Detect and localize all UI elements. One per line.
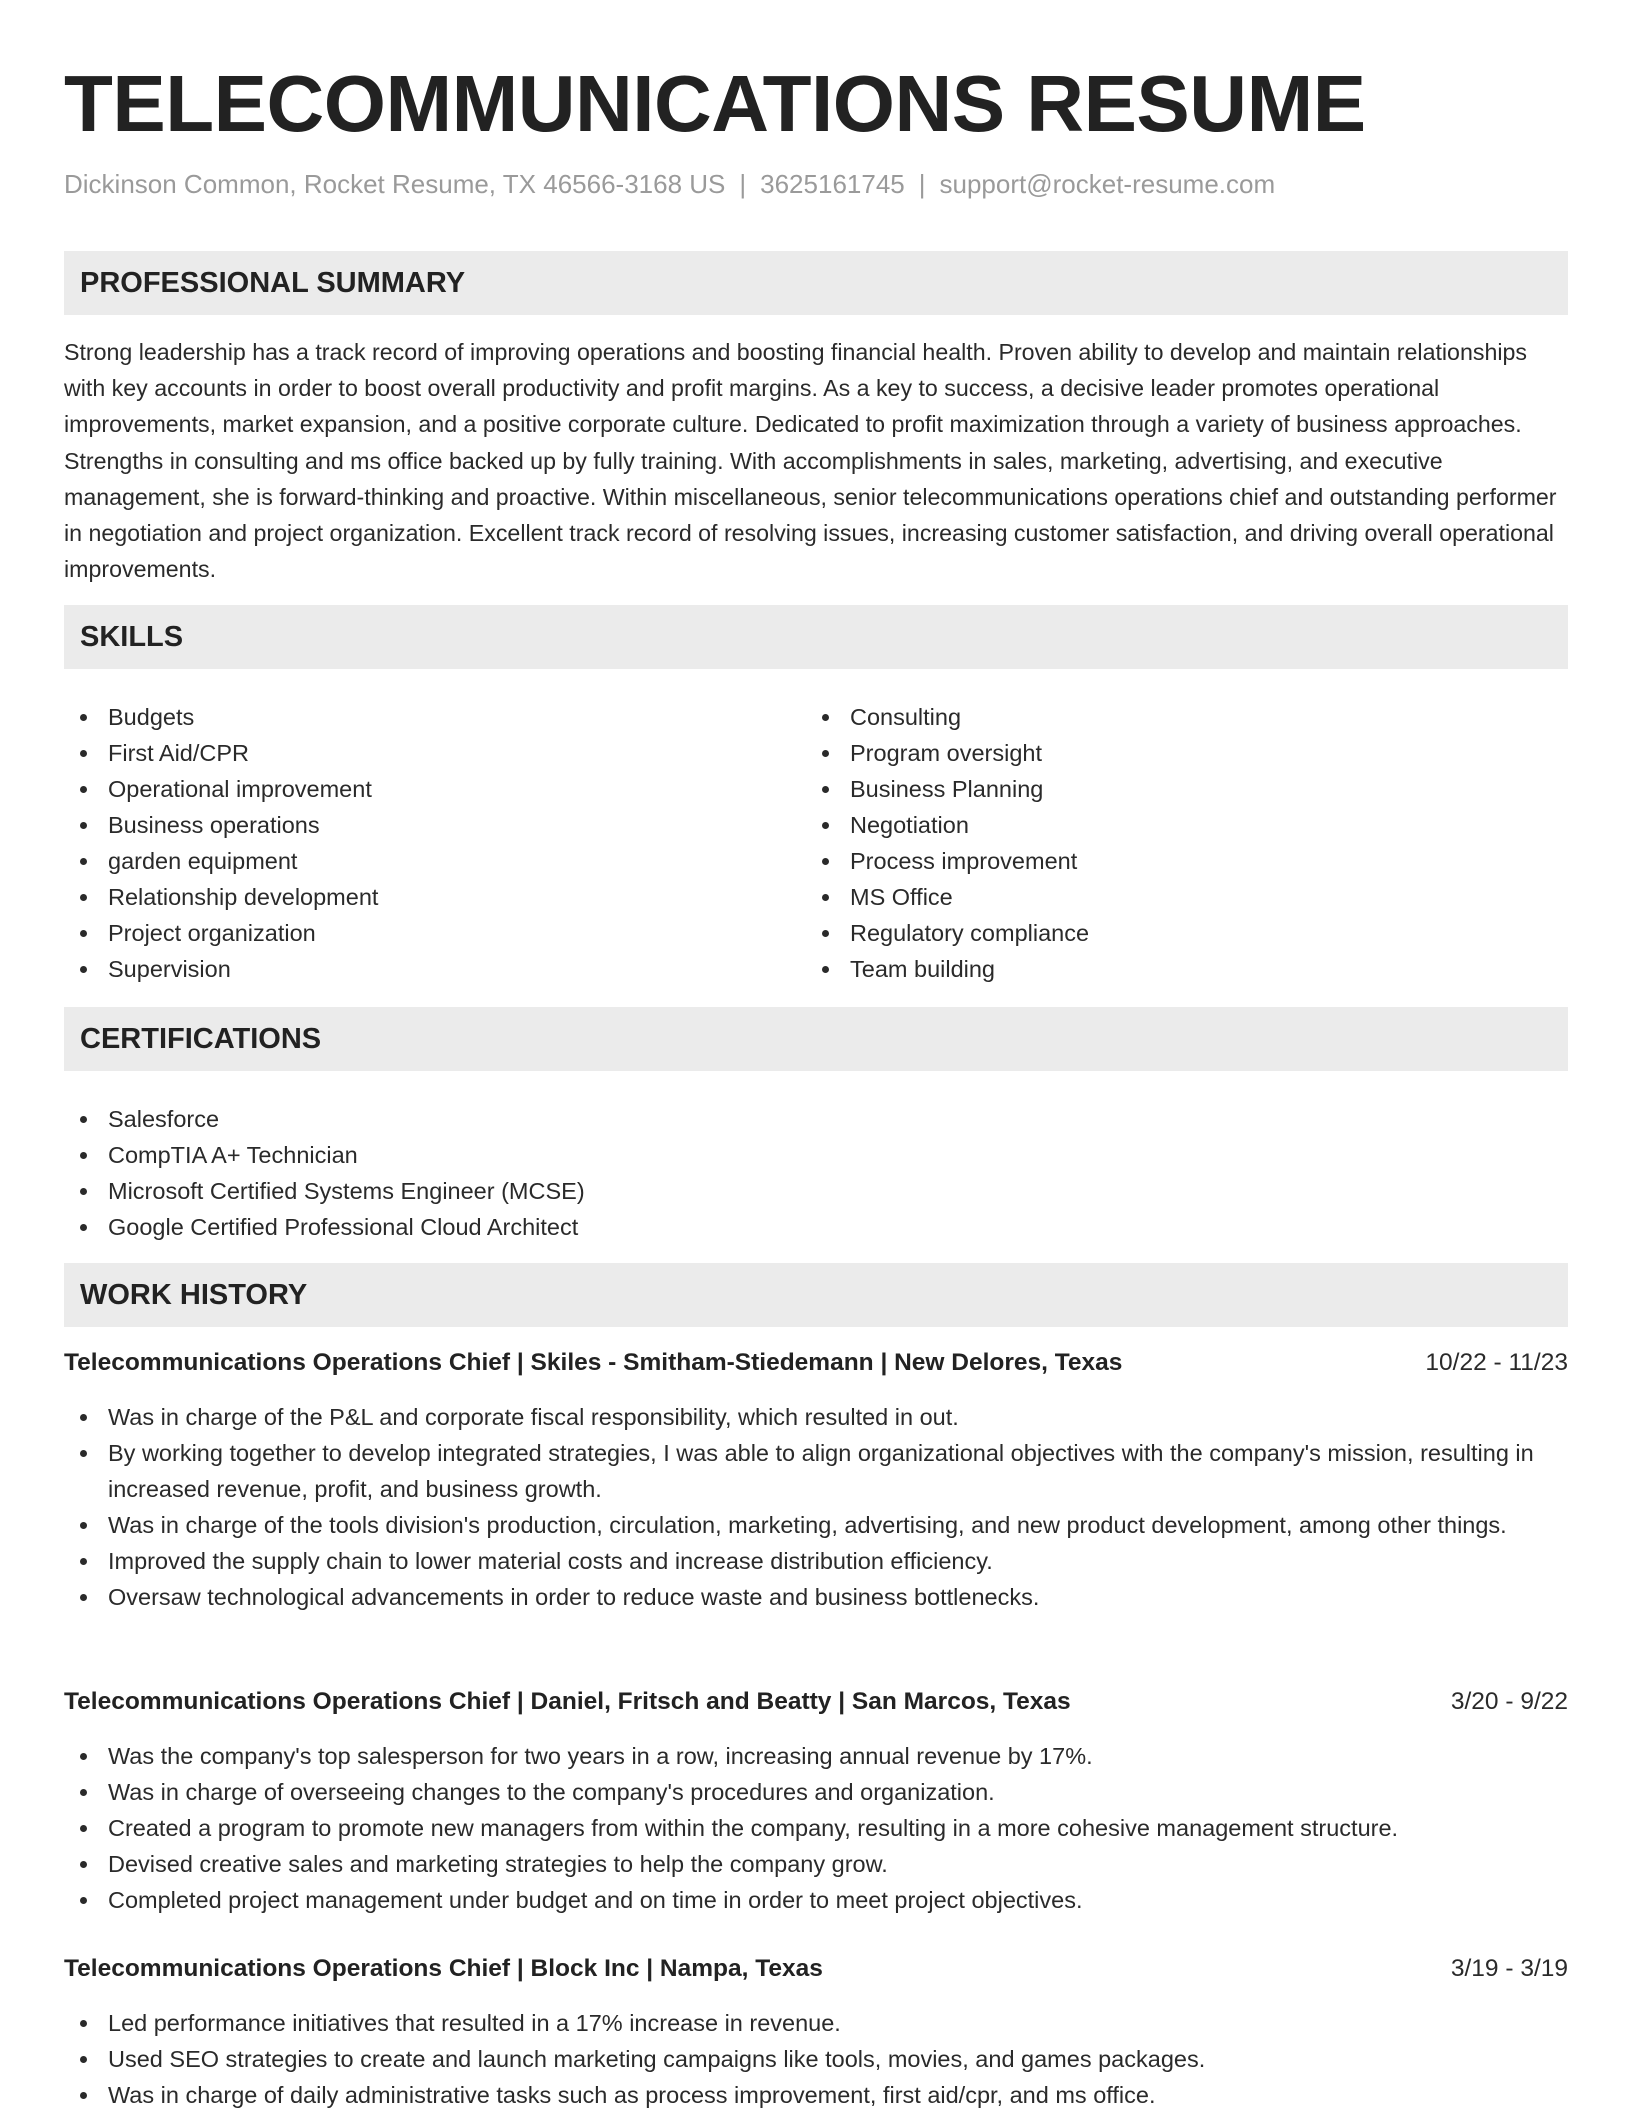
skill-item: MS Office: [806, 879, 1506, 915]
contact-line: [64, 166, 1275, 202]
job-bullet: Was in charge of daily administrative tasks such as process improvement, first aid/cpr, and ms office.: [64, 2077, 1568, 2113]
job-title: Telecommunications Operations Chief | Block Inc | Nampa, Texas: [64, 1955, 823, 1982]
job-bullet: Was in charge of the tools division's production, circulation, marketing, advertising, and new product development, among other things.: [64, 1507, 1568, 1543]
job-bullets: [64, 1738, 1568, 1918]
job-bullet: Was in charge of the P&L and corporate fiscal responsibility, which resulted in out.: [64, 1399, 1568, 1435]
job-entry: [64, 1345, 1568, 1615]
certifications-list: [64, 1101, 1064, 1245]
skill-item: Business operations: [64, 807, 764, 843]
certifications-heading: CERTIFICATIONS: [64, 1007, 1568, 1071]
certification-item: CompTIA A+ Technician: [64, 1137, 1064, 1173]
skill-item: Negotiation: [806, 807, 1506, 843]
job-title: Telecommunications Operations Chief | Skiles - Smitham-Stiedemann | New Delores, Texas: [64, 1349, 1123, 1376]
job-bullet: Was in charge of overseeing changes to the company's procedures and organization.: [64, 1774, 1568, 1810]
certification-item: Salesforce: [64, 1101, 1064, 1137]
job-header: [64, 1951, 1568, 1987]
job-bullet: By working together to develop integrated strategies, I was able to align organizational objectives with the company's mission, resulting in increased revenue, profit, and business growth.: [64, 1435, 1568, 1507]
job-bullet: Used SEO strategies to create and launch marketing campaigns like tools, movies, and games packages.: [64, 2041, 1568, 2077]
skill-item: Supervision: [64, 951, 764, 987]
certification-item: Microsoft Certified Systems Engineer (MCSE): [64, 1173, 1064, 1209]
skills-right-column: [806, 699, 1506, 987]
skills-list-left: [64, 699, 764, 987]
skill-item: Operational improvement: [64, 771, 764, 807]
job-dates: 10/22 - 11/23: [1425, 1349, 1568, 1376]
job-bullet: Oversaw technological advancements in order to reduce waste and business bottlenecks.: [64, 1579, 1568, 1615]
certification-item: Google Certified Professional Cloud Architect: [64, 1209, 1064, 1245]
job-bullet: Led performance initiatives that resulted in a 17% increase in revenue.: [64, 2005, 1568, 2041]
skill-item: Team building: [806, 951, 1506, 987]
skills-list-right: [806, 699, 1506, 987]
skill-item: Business Planning: [806, 771, 1506, 807]
job-dates: 3/19 - 3/19: [1450, 1955, 1568, 1982]
skill-item: Process improvement: [806, 843, 1506, 879]
skills-heading: SKILLS: [64, 605, 1568, 669]
skill-item: Relationship development: [64, 879, 764, 915]
job-entry: [64, 1951, 1568, 2113]
skill-item: Project organization: [64, 915, 764, 951]
job-bullets: [64, 1399, 1568, 1615]
email-link[interactable]: support@rocket-resume.com: [939, 169, 1276, 199]
job-bullet: Devised creative sales and marketing strategies to help the company grow.: [64, 1846, 1568, 1882]
job-bullet: Was the company's top salesperson for two years in a row, increasing annual revenue by 17%.: [64, 1738, 1568, 1774]
skill-item: Program oversight: [806, 735, 1506, 771]
skill-item: First Aid/CPR: [64, 735, 764, 771]
job-bullet: Created a program to promote new managers from within the company, resulting in a more cohesive management structure.: [64, 1810, 1568, 1846]
job-dates: 3/20 - 9/22: [1450, 1688, 1568, 1715]
skills-left-column: [64, 699, 764, 987]
job-header: [64, 1345, 1568, 1381]
job-bullet: Completed project management under budget and on time in order to meet project objectives.: [64, 1882, 1568, 1918]
contact-separator: |: [918, 169, 926, 199]
contact-separator: |: [739, 169, 747, 199]
skill-item: Consulting: [806, 699, 1506, 735]
skill-item: Regulatory compliance: [806, 915, 1506, 951]
certifications-list-container: [64, 1101, 1064, 1245]
work-history-heading: WORK HISTORY: [64, 1263, 1568, 1327]
job-bullets: [64, 2005, 1568, 2113]
skill-item: garden equipment: [64, 843, 764, 879]
job-header: [64, 1684, 1568, 1720]
job-bullet: Improved the supply chain to lower material costs and increase distribution efficiency.: [64, 1543, 1568, 1579]
summary-text: Strong leadership has a track record of improving operations and boosting financial health. Proven ability to develop and maintain relationships with key accounts in order to boost overall productivity and profit margins. As a key to success, a decisive leader promotes operational improvements, market expansion, and a positive corporate culture. Dedicated to profit maximization through a variety of business approaches. Strengths in consulting and ms office backed up by fully training. With accomplishments in sales, marketing, advertising, and executive management, she is forward-thinking and proactive. Within miscellaneous, senior telecommunications operations chief and outstanding performer in negotiation and project organization. Excellent track record of resolving issues, increasing customer satisfaction, and driving overall operational improvements.: [64, 339, 1557, 583]
job-title: Telecommunications Operations Chief | Daniel, Fritsch and Beatty | San Marcos, Texas: [64, 1688, 1071, 1715]
resume-title: TELECOMMUNICATIONS RESUME: [64, 59, 1366, 148]
job-entry: [64, 1684, 1568, 1918]
phone-text: 3625161745: [760, 169, 905, 199]
skill-item: Budgets: [64, 699, 764, 735]
address-text: Dickinson Common, Rocket Resume, TX 46566-3168 US: [64, 169, 726, 199]
summary-heading: PROFESSIONAL SUMMARY: [64, 251, 1568, 315]
